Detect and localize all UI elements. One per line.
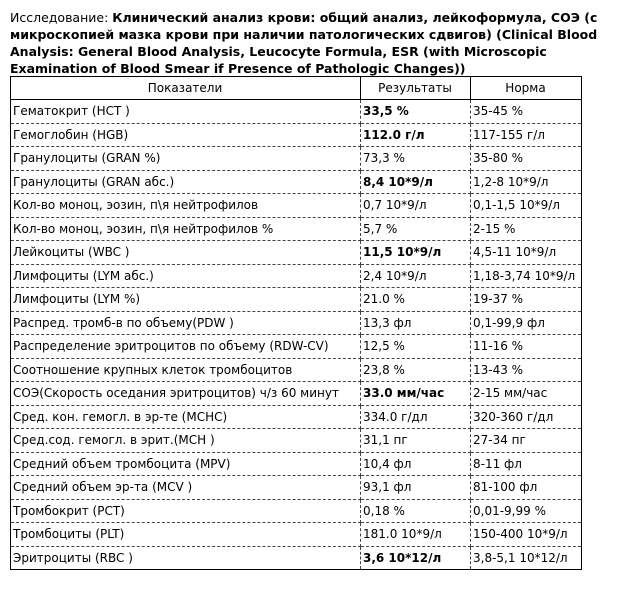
result-cell: 33.0 мм/час [361,382,471,406]
table-row [11,523,582,547]
table-row [11,170,582,194]
norm-cell: 117-155 г/л [471,123,582,147]
table-row [11,100,582,124]
norm-cell: 35-80 % [471,147,582,171]
table-row [11,429,582,453]
result-cell: 334.0 г/дл [361,405,471,429]
indicator-cell: Лимфоциты (LYM %) [11,288,361,312]
norm-cell: 2-15 % [471,217,582,241]
indicator-cell: Сред. кон. гемогл. в эр-те (MCHC) [11,405,361,429]
result-cell: 11,5 10*9/л [361,241,471,265]
indicator-cell: Средний объем эр-та (MCV ) [11,476,361,500]
norm-cell: 2-15 мм/час [471,382,582,406]
result-cell: 0,18 % [361,499,471,523]
indicator-cell: Сред.сод. гемогл. в эрит.(MCH ) [11,429,361,453]
norm-cell: 19-37 % [471,288,582,312]
table-row [11,311,582,335]
result-cell: 93,1 фл [361,476,471,500]
norm-cell: 150-400 10*9/л [471,523,582,547]
result-cell: 13,3 фл [361,311,471,335]
table-row [11,335,582,359]
result-cell: 33,5 % [361,100,471,124]
indicator-cell: Гематокрит (HCT ) [11,100,361,124]
indicator-cell: Гемоглобин (HGB) [11,123,361,147]
norm-cell: 35-45 % [471,100,582,124]
result-cell: 0,7 10*9/л [361,194,471,218]
column-header-indicator: Показатели [11,77,361,100]
indicator-cell: Гранулоциты (GRAN абс.) [11,170,361,194]
table-row [11,452,582,476]
result-cell: 23,8 % [361,358,471,382]
column-header-norm: Норма [471,77,582,100]
table-row [11,405,582,429]
indicator-cell: Соотношение крупных клеток тромбоцитов [11,358,361,382]
result-cell: 8,4 10*9/л [361,170,471,194]
norm-cell: 3,8-5,1 10*12/л [471,546,582,570]
indicator-cell: Тромбокрит (PCT) [11,499,361,523]
indicator-cell: СОЭ(Скорость оседания эритроцитов) ч/з 60 минут [11,382,361,406]
table-row [11,123,582,147]
indicator-cell: Лимфоциты (LYM абс.) [11,264,361,288]
norm-cell: 1,18-3,74 10*9/л [471,264,582,288]
result-cell: 112.0 г/л [361,123,471,147]
result-cell: 31,1 пг [361,429,471,453]
indicator-cell: Кол-во моноц, эозин, п\я нейтрофилов % [11,217,361,241]
table-row [11,241,582,265]
norm-cell: 13-43 % [471,358,582,382]
result-cell: 21.0 % [361,288,471,312]
result-cell: 10,4 фл [361,452,471,476]
study-prefix: Исследование: [10,10,113,25]
result-cell: 3,6 10*12/л [361,546,471,570]
table-row [11,382,582,406]
result-cell: 181.0 10*9/л [361,523,471,547]
indicator-cell: Средний объем тромбоцита (MPV) [11,452,361,476]
study-title [10,9,610,77]
table-row [11,546,582,570]
table-header-row [11,77,582,100]
norm-cell: 11-16 % [471,335,582,359]
table-row [11,358,582,382]
table-row [11,288,582,312]
indicator-cell: Эритроциты (RBC ) [11,546,361,570]
norm-cell: 0,1-99,9 фл [471,311,582,335]
result-cell: 73,3 % [361,147,471,171]
norm-cell: 81-100 фл [471,476,582,500]
norm-cell: 8-11 фл [471,452,582,476]
indicator-cell: Кол-во моноц, эозин, п\я нейтрофилов [11,194,361,218]
norm-cell: 4,5-11 10*9/л [471,241,582,265]
study-name: Клинический анализ крови: общий анализ, лейкоформула, СОЭ (с микроскопией мазка крови при наличии патологических сдвигов) (Clinical Blood Analysis: General Blood Analysis, Leucocyte Formula, ESR (with Microscopic Examination of Blood Smear if Presence of Pathologic Changes)) [10,10,598,76]
table-row [11,194,582,218]
result-cell: 5,7 % [361,217,471,241]
table-row [11,499,582,523]
indicator-cell: Распред. тромб-в по объему(PDW ) [11,311,361,335]
indicator-cell: Гранулоциты (GRAN %) [11,147,361,171]
column-header-result: Результаты [361,77,471,100]
indicator-cell: Тромбоциты (PLT) [11,523,361,547]
norm-cell: 0,01-9,99 % [471,499,582,523]
indicator-cell: Распределение эритроцитов по объему (RDW-CV) [11,335,361,359]
table-row [11,217,582,241]
indicator-cell: Лейкоциты (WBC ) [11,241,361,265]
norm-cell: 27-34 пг [471,429,582,453]
results-table [10,76,582,570]
result-cell: 2,4 10*9/л [361,264,471,288]
table-row [11,476,582,500]
table-row [11,264,582,288]
norm-cell: 0,1-1,5 10*9/л [471,194,582,218]
norm-cell: 320-360 г/дл [471,405,582,429]
norm-cell: 1,2-8 10*9/л [471,170,582,194]
table-row [11,147,582,171]
result-cell: 12,5 % [361,335,471,359]
